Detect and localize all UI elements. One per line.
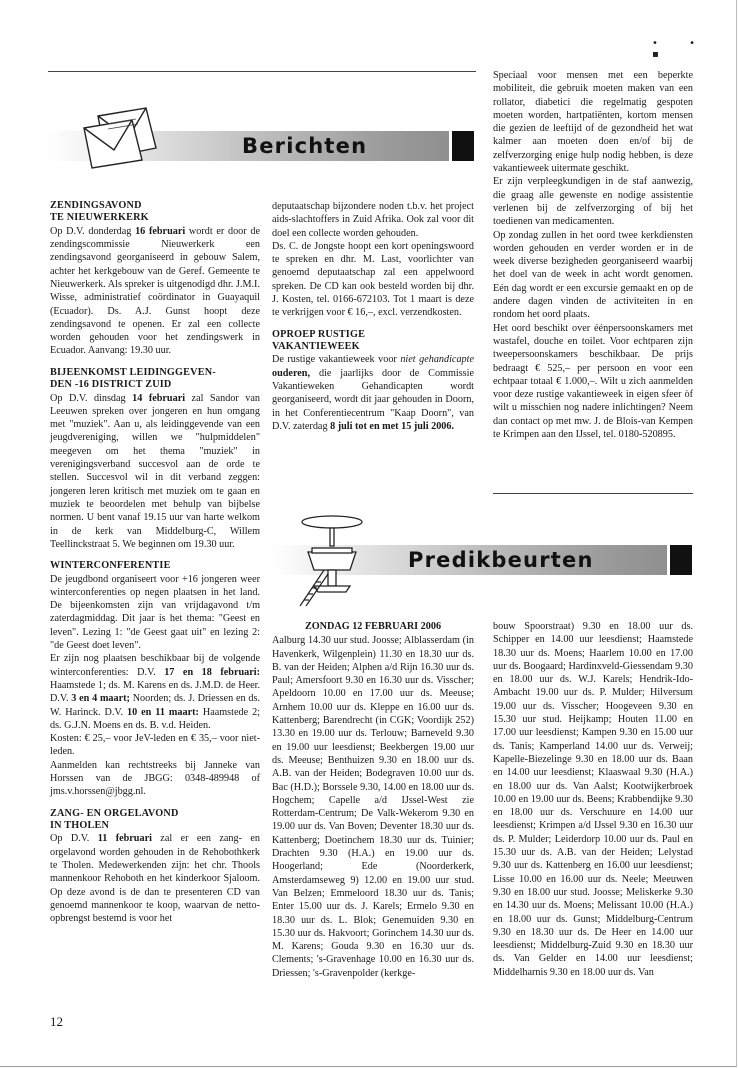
text: De rustige vakantieweek voor <box>272 354 401 366</box>
title-line: VAKANTIEWEEK <box>272 341 360 353</box>
column-2 <box>272 200 474 433</box>
article-title <box>50 367 260 392</box>
title-line: BIJEENKOMST LEIDINGGEVEN- <box>50 366 216 378</box>
sunday-heading: ZONDAG 12 FEBRUARI 2006 <box>304 621 442 632</box>
text-bold: 10 en 11 maart: <box>126 706 199 718</box>
text: Op D.V. donderdag <box>50 225 136 237</box>
article-body: Ds. C. de Jongste hoopt een kort openingswoord te spreken en dhr. M. Last, voorlichter van genoemd deputaatschap zal een appelwoord spreken. De CD kan ook besteld worden bij dhr. J. Kosten, tel. 0166-672103. Tot 1 maart is deze te verkrijgen voor € 16,–, excl. verzendkosten. <box>272 240 474 319</box>
top-rule <box>48 71 476 72</box>
article-body: De jeugdbond organiseert voor +16 jongeren weer winterconferenties op negen plaatsen in het land. De bijeenkomsten zijn van vrijdagavond t/m zaterdagmiddag. Dit jaar is het thema: "Geest en leven". Lezing 1: "de Geest gaat uit" en lezing 2: "de Geest doet leven". <box>50 573 260 652</box>
text-bold: ouderen, <box>272 367 311 379</box>
article-title <box>50 808 260 833</box>
text: Op D.V. dinsdag <box>50 392 133 404</box>
text: Noorden; ds. J. Driessen en ds. W. Harinck. D.V. <box>50 693 261 718</box>
service-listing: Aalburg 14.30 uur stud. Joosse; Alblasserdam (in Havenkerk, Wilgenplein) 11.30 en 18.30 uur ds. B. van der Heiden; Alphen a/d Rijn 16.30 uur ds. Paul; Amersfoort 9.30 en 16.30 uur ds. Visscher; Apeldoorn 10.00 en 17.00 uur ds. Meeuse; Arnhem 10.00 uur ds. Kleppe en 16.00 uur ds. Kattenberg; Barendrecht (in CGK; Voordijk 252) 13.30 en 19.00 uur ds. Terlouw; Barneveld 9.30 en 19.00 uur leesdienst; Beekbergen 19.00 uur ds. Meeuse; Benthuizen 9.30 en 18.00 uur ds. A.B. van der Heiden; Bodegraven 10.00 uur ds. Bac (H.D.); Borssele 9.30, 14.00 en 18.00 uur ds. Hogchem; Capelle a/d IJssel-West zie Rotterdam-Centrum; De Valk-Wekerom 9.30 en 19.00 uur ds. Van Boven; Deventer 18.30 uur ds. Kattenberg; Doetinchem 18.30 uur ds. Tuinier; Drachten 9.30 (H.A.) en 19.00 uur ds. Hoogerland; Ede (Noorderkerk, Amsterdamseweg 9) 12.00 en 19.00 uur stud. Van Belzen; Emmeloord 18.30 uur ds. Tanis; Enter 15.00 uur ds. J. Karels; Ermelo 9.30 en 18.30 uur ds. L. Blok; Genemuiden 9.30 en 15.30 uur ds. Hakvoort; Gorinchem 14.30 uur ds. M. Karens; Gouda 9.30 en 16.30 uur ds. Clements; 's-Gravenhage 10.00 en 16.30 uur ds. Driessen; 's-Gravenpolder (kerkge- <box>272 635 474 979</box>
article-body: Op zondag zullen in het oord twee kerkdiensten worden gehouden en verder worden er in de week diverse bezigheden georganiseerd waarbij het doel van de week in acht wordt genomen. Eén dag wordt er een excursie gemaakt en op de andere dagen vinden de activiteiten in en rondom het oord plaats. <box>493 229 693 321</box>
column-3 <box>493 69 693 441</box>
service-listing: bouw Spoorstraat) 9.30 en 18.00 uur ds. Schipper en 14.00 uur leesdienst; Haamstede 18.30 uur ds. Moens; Haarlem 10.00 en 17.00 uur ds. Boogaard; Hardinxveld-Giessendam 9.30 en 18.00 uur ds. W.J. Karels; Hendrik-Ido-Ambacht 19.00 uur ds. P. Mulder; Hilversum 19.00 uur ds. Visscher; Hoogeveen 9.30 en 15.30 uur stud. Heijkamp; Houten 11.00 en 17.00 uur leesdienst; Kampen 9.30 en 15.00 uur ds. Tanis; Kamperland 14.00 uur ds. Verweij; Kapelle-Biezelinge 9.30 en 18.00 uur ds. Baan en 14.00 uur leesdienst; Klaaswaal 9.30 (H.A.) en 18.00 uur ds. Van Aalst; Kootwijkerbroek 10.00 en 19.00 uur ds. Beens; Krabbendijke 9.30 en 18.00 uur ds. Verschuure en 14.00 uur leesdienst; Krimpen a/d IJssel 9.30 en 16.30 uur ds. P. Mulder; Leiderdorp 10.00 uur ds. Paul en 15.30 uur ds. A.B. van der Heiden; Lelystad 9.30 uur ds. Kattenberg en 16.00 uur leesdienst; Lisse 10.00 en 16.00 uur ds. Neele; Meeuwen 9.30 en 18.00 uur stud. Joosse; Meliskerke 9.30 en 14.30 uur ds. Moens; Melissant 10.00 (H.A.) en 18.00 uur ds. Gunst; Middelburg-Centrum 9.30 en 18.30 uur ds. De Heer en 14.00 uur leesdienst; Middelburg-Zuid 9.30 en 18.30 uur ds. Van Gelder en 14.00 uur leesdienst; Middelharnis 9.30 en 18.00 uur ds. Van <box>493 621 693 978</box>
title-line: OPROEP RUSTIGE <box>272 328 366 340</box>
article-body: Kosten: € 25,– voor JeV-leden en € 35,– voor niet-leden. <box>50 733 260 758</box>
article-title <box>272 329 474 354</box>
text: wordt er door de zendingscommissie Nieuwerkerk een zendingsavond georganiseerd in gebouw Salem, achter het kerkgebouw van de Geref. Gemeente te Nieuwerkerk. Als spreker is uitgenodigd dhr. J.M.I. Wisse, administratief coördinator in Guayaquil (Ecuador). Ds. A.J. Gunst hoopt deze zendingsavond te openen. Er zal een collecte worden gehouden voor het zendingswerk in Ecuador. Aanvang: 19.30 uur. <box>50 225 260 357</box>
print-marks: • • ▪ <box>652 38 709 60</box>
text: Haamstede 1; ds. M. Karens en ds. J.M.D. de Heer. D.V. <box>50 679 260 705</box>
title-line: ZENDINGSAVOND <box>50 200 142 211</box>
article-body <box>50 832 260 925</box>
article-title <box>50 200 260 225</box>
article-body: deputaatschap bijzondere noden t.b.v. het project aids-slachtoffers in Zuid Afrika. Ook zal voor dit doel een collecte worden gehouden. <box>272 201 474 239</box>
section-title-berichten: Berichten <box>242 134 368 158</box>
preek-column-1 <box>272 620 474 980</box>
envelope-icon <box>76 104 168 170</box>
page-number: 12 <box>50 1014 63 1029</box>
text: Haamstede 2; ds. G.J.N. Moens en ds. B. v.d. Heiden. <box>50 706 260 731</box>
title-line: ZANG- EN ORGELAVOND <box>50 807 179 819</box>
section-title-predikbeurten: Predikbeurten <box>408 548 594 572</box>
text-bold: 17 en 18 februari: <box>164 666 260 678</box>
text-bold: 11 februari <box>97 833 152 845</box>
text: zal Sandor van Leeuwen spreken over jongeren en hun omgang met "muziek". Aan u, als leidinggevende van een jeugdvereniging, willen we "hulpmiddelen" meegeven om het thema "muziek" in verenigingsverband succesvol aan de orde te stellen. Succesvol wil in dit verband zeggen: jongeren leren kritisch met muziek om te gaan en muziek te beoordelen met behulp van bijbelse normen. U bent vanaf 19.15 uur van harte welkom in de kerk van Middelburg-C, Willem Teellinckstraat 5. We beginnen om 19.30 uur. <box>50 392 260 550</box>
article-body: Speciaal voor mensen met een beperkte mobiliteit, die gebruik moeten maken van een rollator, diabetici die regelmatig gespoten moeten worden, hartpatiënten, kortom mensen die gezien de leeftijd of de gezondheid het wat kalmer aan moeten doen en/of bij de zelfverzorging enige hulp nodig hebben, is deze vakantieweek uitermate geschikt. <box>493 70 693 175</box>
article-body: Aanmelden kan rechtstreeks bij Janneke van Horssen van de JBGG: 0348-489948 of jms.v.horssen@jbgg.nl. <box>50 759 260 798</box>
title-line: DEN -16 DISTRICT ZUID <box>50 379 172 391</box>
article-body <box>50 652 260 732</box>
text: Er zijn nog plaatsen beschikbaar bij de volgende winterconferenties: D.V. <box>50 653 260 678</box>
pulpit-icon <box>294 512 370 608</box>
article-body: Er zijn verpleegkundigen in de staf aanwezig, die graag alle gewenste en nodige assistentie verlenen bij de zelfverzorging of bij het toedienen van medicamenten. <box>493 176 693 228</box>
text-bold: 16 februari <box>135 225 186 237</box>
mid-rule <box>493 493 693 494</box>
title-line: IN THOLEN <box>50 820 110 832</box>
text: zal er een zang- en orgelavond worden gehouden in de Rehobothkerk te Tholen. Medewerkenden zijn: het chr. Thools mannenkoor Rehoboth en het kinderkoor Sjaloom. Op deze avond is de dan te presenteren CD van genoemd mannenkoor te koop, waarvan de netto-opbrengst bestemd is voor het <box>50 833 260 925</box>
text-italic: niet gehandicapte <box>400 354 474 366</box>
text-bold: 8 juli tot en met 15 juli 2006. <box>330 420 455 432</box>
text: die jaarlijks door de Commissie Vakantieweken Gehandicapten wordt georganiseerd, wordt dit jaar gehouden in Doorn, in het Conferentiecentrum "Kaap Doorn", van D.V. zaterdag <box>272 367 474 432</box>
text: Op D.V. <box>50 833 98 845</box>
article-body: Het oord beschikt over éénpersoonskamers met wastafel, douche en toilet. Voor echtparen zijn tweepersoonskamers beschikbaar. De prijs bedraagt € 525,– per persoon en voor een echtpaar totaal € 1.000,–. Wilt u zich aanmelden voor deze rustige vakantieweek in eigen sfeer òf wilt u misschien nog nadere inlichtingen? Neem dan contact op met mw. J. de Blois-van Kempen te Krimpen aan den IJssel, tel. 0180-520895. <box>493 322 693 441</box>
text-bold: 3 en 4 maart; <box>71 693 130 705</box>
column-1 <box>50 200 260 926</box>
article-body <box>50 225 260 358</box>
title-line: TE NIEUWERKERK <box>50 212 149 224</box>
article-body <box>50 392 260 552</box>
text-bold: 14 februari <box>132 392 186 404</box>
preek-column-2 <box>493 620 693 979</box>
article-title: WINTERCONFERENTIE <box>50 560 171 572</box>
article-body <box>272 353 474 433</box>
